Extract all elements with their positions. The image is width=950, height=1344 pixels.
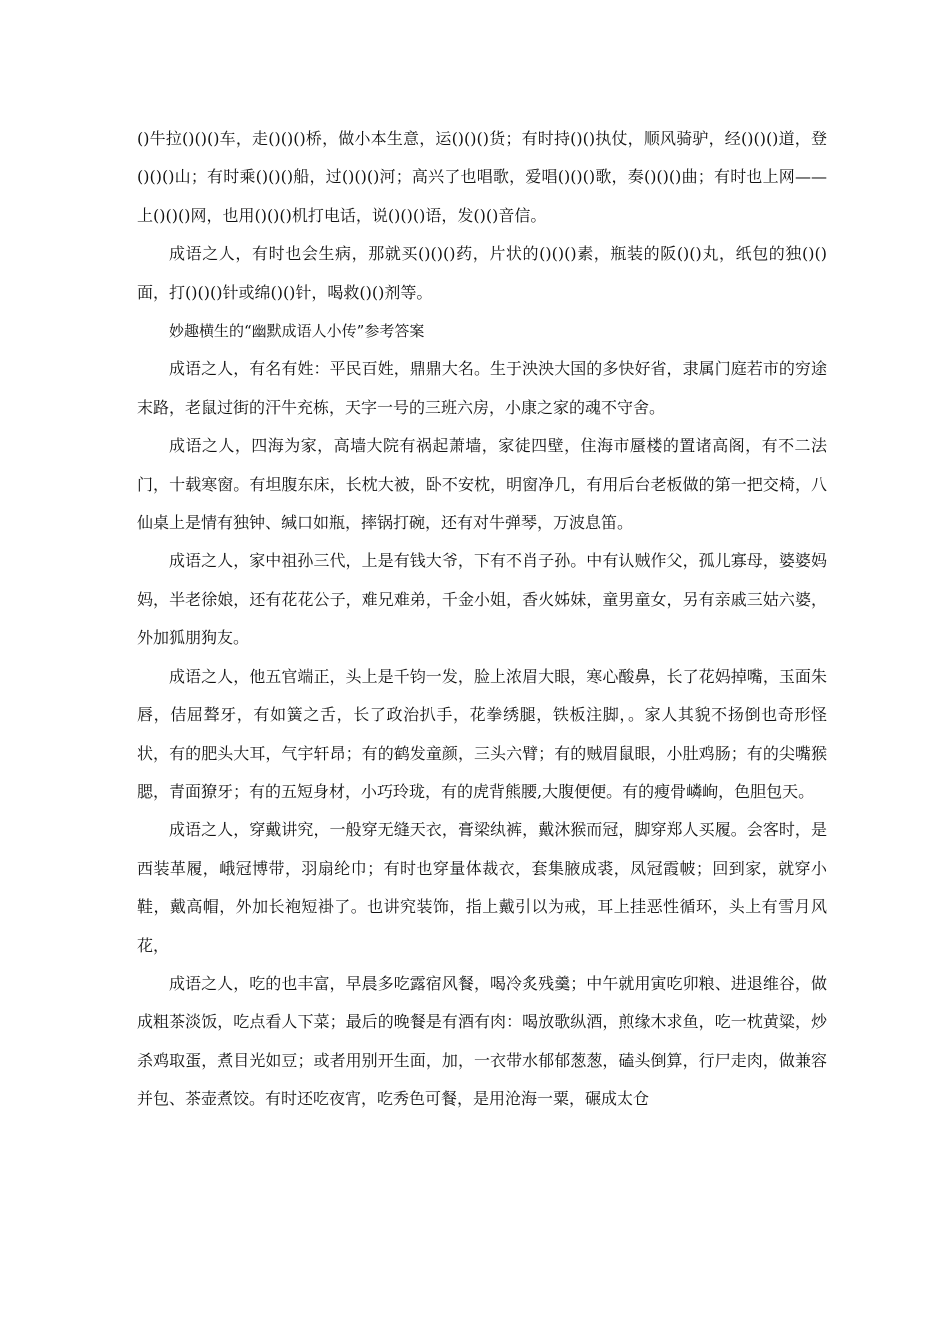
answer-paragraph-appearance: 成语之人，他五官端正，头上是千钧一发，脸上浓眉大眼，寒心酸鼻，长了花妈掉嘴，玉面朱唇，佶屈聱牙，有如簧之舌，长了政治扒手，花拳绣腿，铁板注脚，。家人其貌不扬倒也奇形怪状，有的肥头大耳，气宇轩昂；有的鹤发童颜，三头六臂；有的贼眉鼠眼，小肚鸡肠；有的尖嘴猴腮，青面獠牙；有的五短身材，小巧玲珑，有的虎背熊腰,大腹便便。有的瘦骨嶙峋，色胆包天。 [137,666,827,801]
answer-paragraph-name: 成语之人，有名有姓：平民百姓，鼎鼎大名。生于泱泱大国的多快好省，隶属门庭若市的穷途末路，老鼠过街的汗牛充栋，天字一号的三班六房，小康之家的魂不守舍。 [137,359,827,417]
answer-paragraph-family: 成语之人，家中祖孙三代，上是有钱大爷，下有不肖子孙。中有认贼作父，孤儿寡母，婆婆妈妈，半老徐娘，还有花花公子，难兄难弟，千金小姐，香火姊妹，童男童女，另有亲戚三姑六婆，外加狐朋狗友。 [137,551,827,648]
answer-key-heading: 妙趣横生的“幽默成语人小传”参考答案 [169,322,425,341]
fill-in-paragraph-illness: 成语之人，有时也会生病，那就买()()()药，片状的()()()素，瓶装的阪()()丸，纸包的独()()面，打()()()针或绵()()针，喝救()()剂等。 [137,244,827,302]
answer-paragraph-home: 成语之人，四海为家，高墙大院有祸起萧墙，家徒四壁，住海市蜃楼的置诸高阁，有不二法门，十载寒窗。有坦腹东床，长枕大被，卧不安枕，明窗净几，有用后台老板做的第一把交椅，八仙桌上是情有独钟、缄口如瓶，摔锅打碗，还有对牛弹琴，万波息笛。 [137,436,827,533]
document-page [137,120,827,1119]
answer-paragraph-clothing: 成语之人，穿戴讲究，一般穿无缝天衣，膏梁纨裤，戴沐猴而冠，脚穿郑人买履。会客时，是西装革履，峨冠博带，羽扇纶巾；有时也穿量体裁衣，套集腋成裘，凤冠霞帔；回到家，就穿小鞋，戴高帽，外加长袍短褂了。也讲究装饰，指上戴引以为戒，耳上挂恶性循环，头上有雪月风花， [137,820,827,955]
fill-in-paragraph-travel: ()牛拉()()()车，走()()()桥，做小本生意，运()()()货；有时持()()执仗，顺风骑驴，经()()()道，登()()()山；有时乘()()()船，过()()()河；高兴了也唱歌，爱唱()()()歌，奏()()()曲；有时也上网——上()()()网，也用()()()机打电话，说()()()语，发()()音信。 [137,129,827,225]
answer-paragraph-food: 成语之人，吃的也丰富，早晨多吃露宿风餐，喝冷炙残羹；中午就用寅吃卯粮、进退维谷，做成粗茶淡饭，吃点看人下菜；最后的晚餐是有酒有肉：喝放歌纵酒，煎缘木求鱼，吃一枕黄粱，炒杀鸡取蛋，煮目光如豆；或者用别开生面，加，一衣带水郁郁葱葱，磕头倒算，行尸走肉，做兼容并包、茶壶煮饺。有时还吃夜宵，吃秀色可餐，是用沧海一粟，碾成太仓 [137,973,827,1109]
